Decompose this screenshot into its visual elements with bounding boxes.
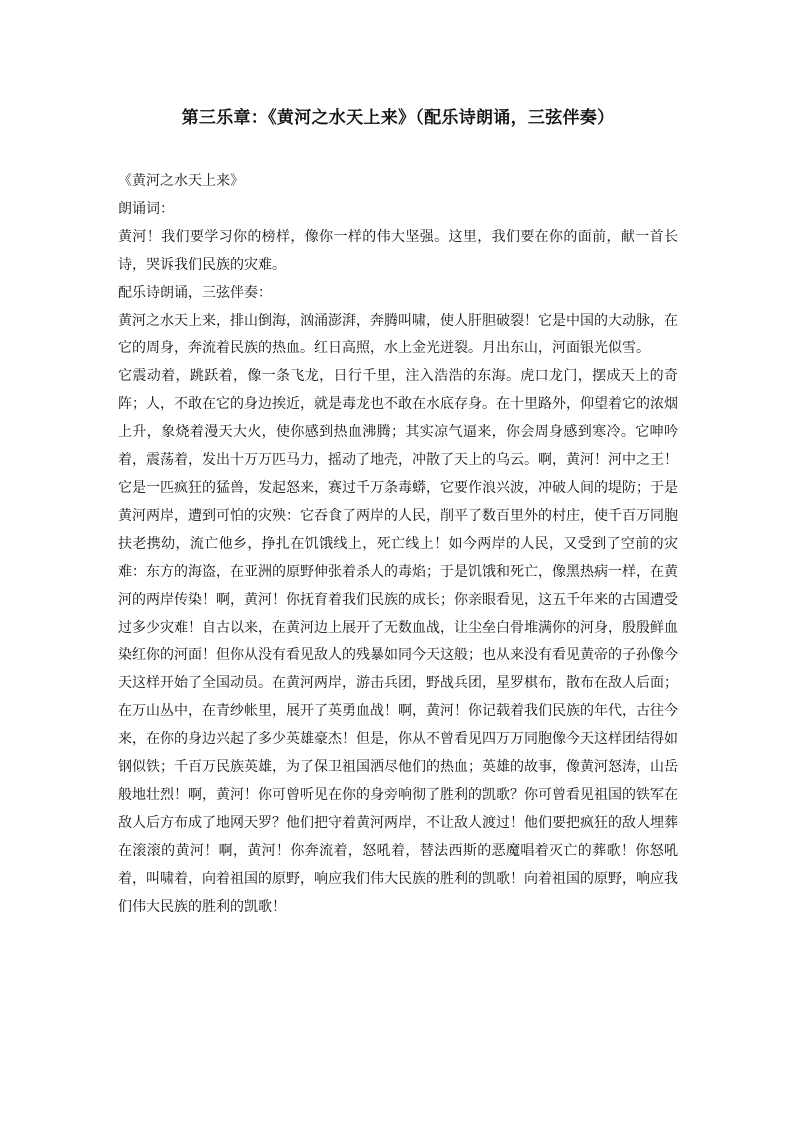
accompaniment-label: 配乐诗朗诵，三弦伴奏： (118, 284, 272, 301)
recitation-label: 朗诵词： (118, 200, 174, 217)
recitation-paragraph: 黄河！我们要学习你的榜样，像你一样的伟大坚强。这里，我们要在你的面前，献一首长诗，哭诉我们民族的灾难。 (118, 228, 678, 273)
document-body (118, 168, 678, 921)
document-heading: 第三乐章：《黄河之水天上来》（配乐诗朗诵，三弦伴奏） (181, 108, 615, 128)
poem-title-line: 《黄河之水天上来》 (118, 173, 244, 189)
poem-paragraph-1: 黄河之水天上来，排山倒海，汹涌澎湃，奔腾叫啸，使人肝胆破裂！它是中国的大动脉，在它的周身，奔流着民族的热血。红日高照，水上金光迸裂。月出东山，河面银光似雪。 (118, 312, 678, 357)
poem-paragraph-2: 它震动着，跳跃着，像一条飞龙，日行千里，注入浩浩的东海。虎口龙门，摆成天上的奇阵；人，不敢在它的身边挨近，就是毒龙也不敢在水底存身。在十里路外，仰望着它的浓烟上升，象烧着漫天大火，使你感到热血沸腾；其实凉气逼来，你会周身感到寒冷。它呻吟着，震荡着，发出十万万匹马力，摇动了地壳，冲散了天上的乌云。啊，黄河！河中之王！它是一匹疯狂的猛兽，发起怒来，赛过千万条毒蟒，它要作浪兴波，冲破人间的堤防；于是黄河两岸，遭到可怕的灾殃：它吞食了两岸的人民，削平了数百里外的村庄，使千百万同胞扶老携幼，流亡他乡，挣扎在饥饿线上，死亡线上！如今两岸的人民，又受到了空前的灾难：东方的海盗，在亚洲的原野伸张着杀人的毒焰；于是饥饿和死亡，像黑热病一样，在黄河的两岸传染！啊，黄河！你抚育着我们民族的成长；你亲眼看见，这五千年来的古国遭受过多少灾难！自古以来，在黄河边上展开了无数血战，让尘垒白骨堆满你的河身，殷殷鲜血染红你的河面！但你从没有看见敌人的残暴如同今天这般；也从来没有看见黄帝的子孙像今天这样开始了全国动员。在黄河两岸，游击兵团，野战兵团，星罗棋布，散布在敌人后面；在万山丛中，在青纱帐里，展开了英勇血战！啊，黄河！你记载着我们民族的年代，古往今来，在你的身边兴起了多少英雄豪杰！但是，你从不曾看见四万万同胞像今天这样团结得如钢似铁；千百万民族英雄，为了保卫祖国洒尽他们的热血；英雄的故事，像黄河怒涛，山岳般地壮烈！啊，黄河！你可曾听见在你的身旁响彻了胜利的凯歌？你可曾看见祖国的铁军在敌人后方布成了地网天罗？他们把守着黄河两岸，不让敌人渡过！他们要把疯狂的敌人埋葬在滚滚的黄河！啊，黄河！你奔流着，怒吼着，替法西斯的恶魔唱着灭亡的葬歌！你怒吼着，叫啸着，向着祖国的原野，响应我们伟大民族的胜利的凯歌！向着祖国的原野，响应我们伟大民族的胜利的凯歌！ (118, 368, 678, 915)
